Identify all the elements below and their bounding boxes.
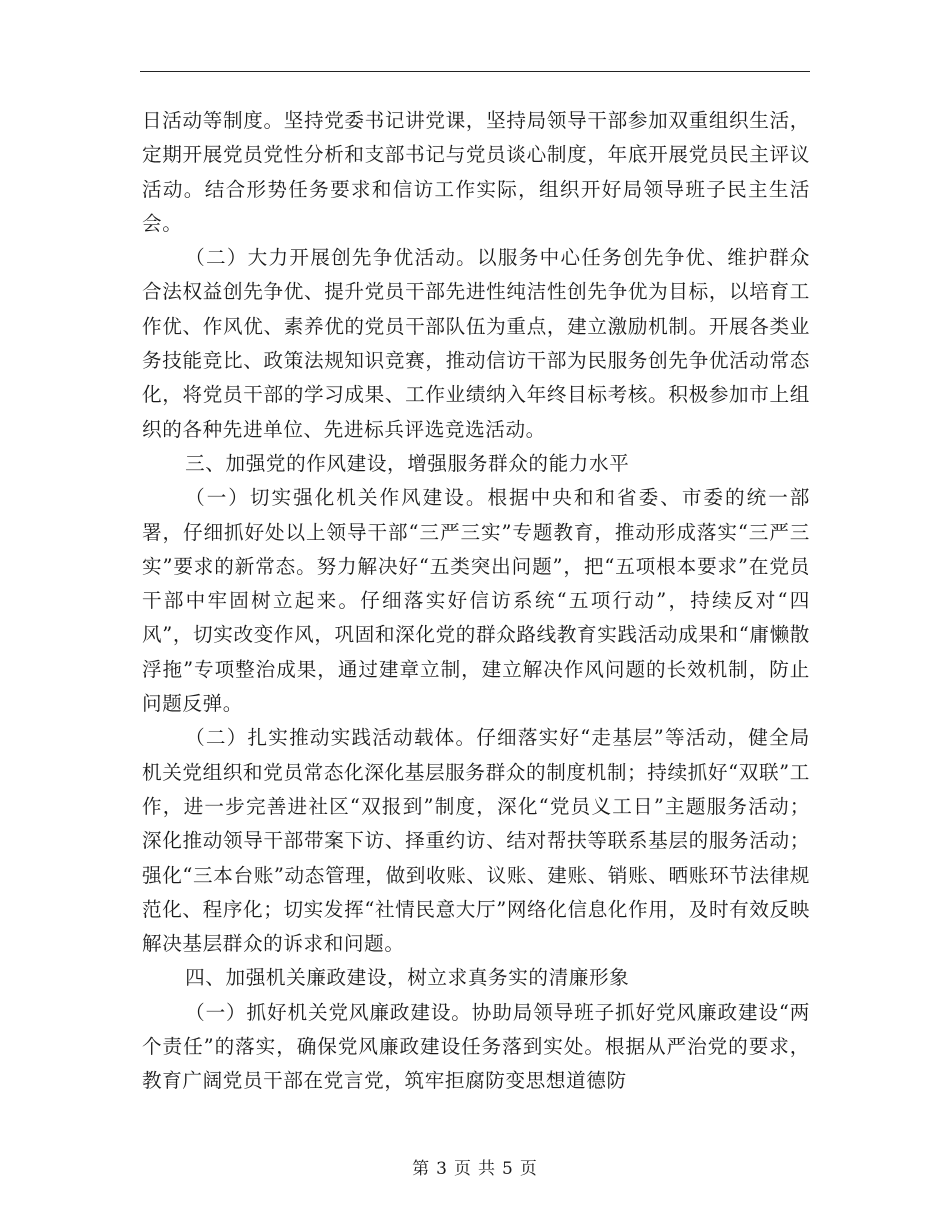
footer-label-total: 共 — [478, 1159, 496, 1179]
page-footer — [0, 1154, 950, 1179]
footer-label-ye: 页 — [454, 1159, 472, 1179]
paragraph-section-2-2: （二）大力开展创先争优活动。以服务中心任务创先争优、维护群众合法权益创先争优、提升党员干部先进性纯洁性创先争优为目标，以培育工作优、作风优、素养优的党员干部队伍为重点，建立激励机制。开展各类业务技能竞比、政策法规知识竞赛，推动信访干部为民服务创先争优活动常态化，将党员干部的学习成果、工作业绩纳入年终目标考核。积极参加市上组织的各种先进单位、先进标兵评选竞选活动。 — [142, 246, 810, 441]
paragraph-section-3-1: （一）切实强化机关作风建设。根据中央和和省委、市委的统一部署，仔细抓好处以上领导干部“三严三实”专题教育，推动形成落实“三严三实”要求的新常态。努力解决好“五类突出问题”，把“五项根本要求”在党员干部中牢固树立起来。仔细落实好信访系统“五项行动”，持续反对“四风”，切实改变作风，巩固和深化党的群众路线教育实践活动成果和“庸懒散浮拖”专项整治成果，通过建章立制，建立解决作风问题的长效机制，防止问题反弹。 — [142, 486, 810, 716]
footer-total-pages: 5 — [502, 1159, 514, 1179]
footer-current-page: 3 — [436, 1159, 448, 1179]
paragraph-section-4-1: （一）抓好机关党风廉政建设。协助局领导班子抓好党风廉政建设“两个责任”的落实，确保党风廉政建设任务落到实处。根据从严治党的要求，教育广阔党员干部在党言党，筑牢拒腐防变思想道德防 — [142, 1000, 810, 1093]
footer-label-page: 第 — [412, 1159, 431, 1179]
section-heading-3: 三、加强党的作风建设，增强服务群众的能力水平 — [185, 451, 630, 475]
section-heading-4: 四、加强机关廉政建设，树立求真务实的清廉形象 — [185, 966, 630, 990]
paragraph-continuation: 日活动等制度。坚持党委书记讲党课，坚持局领导干部参加双重组织生活，定期开展党员党性分析和支部书记与党员谈心制度，年底开展党员民主评议活动。结合形势任务要求和信访工作实际，组织开好局领导班子民主生活会。 — [142, 109, 810, 235]
paragraph-section-3-2: （二）扎实推动实践活动载体。仔细落实好“走基层”等活动，健全局机关党组织和党员常态化深化基层服务群众的制度机制；持续抓好“双联”工作，进一步完善进社区“双报到”制度，深化“党员义工日”主题服务活动；深化推动领导干部带案下访、择重约访、结对帮扶等联系基层的服务活动；强化“三本台账”动态管理，做到收账、议账、建账、销账、晒账环节法律规范化、程序化；切实发挥“社情民意大厅”网络化信息化作用，及时有效反映解决基层群众的诉求和问题。 — [142, 726, 810, 956]
footer-label-ye2: 页 — [519, 1159, 538, 1179]
header-rule — [140, 71, 810, 72]
document-body — [142, 104, 810, 1099]
